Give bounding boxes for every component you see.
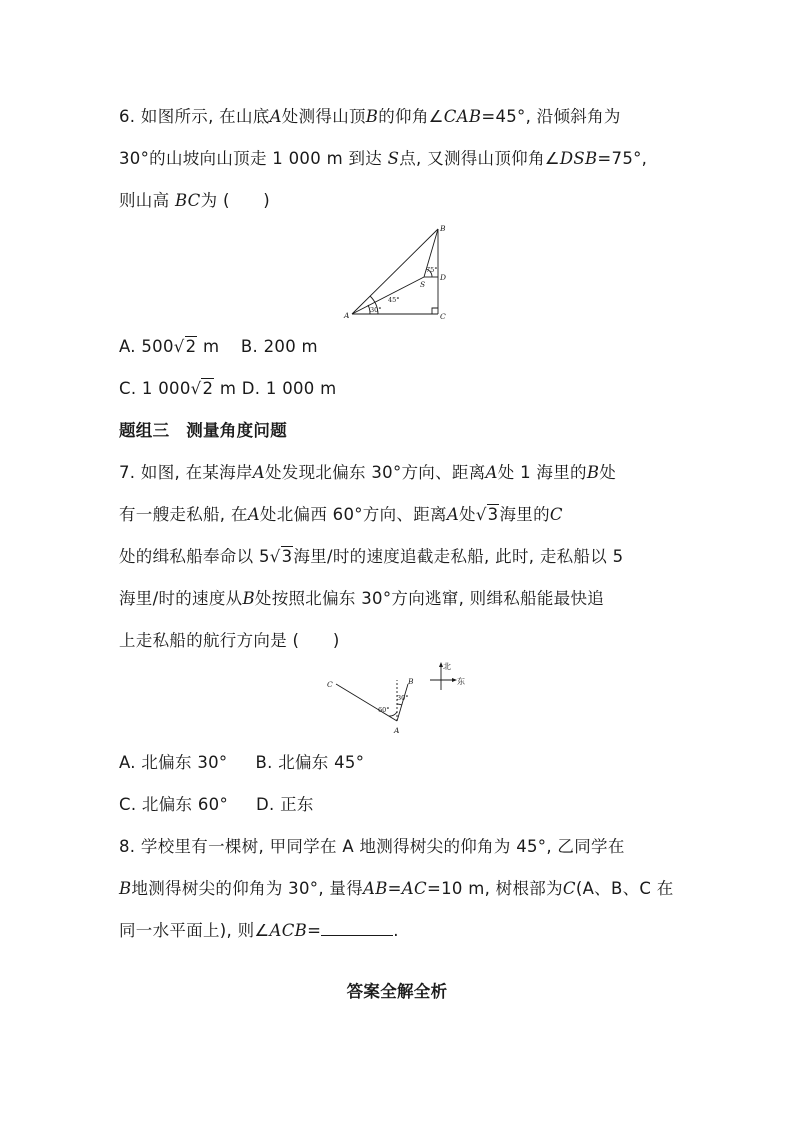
option-d: D. 正东: [256, 795, 314, 814]
right-angle-C: [432, 308, 438, 314]
text: 海里/时的速度追截走私船, 此时, 走私船以 5: [293, 547, 624, 566]
var-C: C: [549, 505, 563, 524]
option-b: B. 北偏东 45°: [255, 753, 365, 772]
var-AB-AC: AB=AC: [363, 879, 427, 898]
q8-line-2: [119, 879, 674, 899]
answer-title: 答案全解全析: [346, 982, 448, 1001]
var-B: B: [365, 107, 379, 126]
compass-north-label: 北: [443, 662, 451, 671]
text: 则山高: [119, 191, 170, 210]
q7-options-ab: [119, 753, 364, 773]
radicand: 3: [281, 547, 293, 566]
q8-line-3: [119, 921, 399, 941]
var-B: B: [586, 463, 600, 482]
sqrt: [191, 379, 215, 399]
compass-east-label: 东: [457, 677, 465, 686]
var-B: B: [242, 589, 255, 608]
text: (A、B、C 在: [575, 879, 674, 898]
label-A: A: [394, 726, 400, 735]
var-DSB: DSB: [559, 149, 598, 168]
var-C: C: [562, 879, 576, 898]
line-AB: [397, 684, 408, 721]
arc-30: [397, 704, 402, 705]
text: 的仰角∠: [378, 107, 444, 126]
text: 处: [459, 505, 476, 524]
var-B: B: [119, 879, 132, 898]
radicand: 2: [185, 337, 197, 356]
radical-sign: √: [475, 505, 487, 524]
angle-75: 75°: [426, 266, 438, 274]
text: 处北偏西 60°方向、距离: [259, 505, 447, 524]
text: 有一艘走私船, 在: [119, 505, 248, 524]
angle-30: 30°: [397, 694, 409, 702]
q6-line-1: [119, 107, 621, 127]
var-S: S: [387, 149, 400, 168]
q7-line-4: [119, 589, 604, 609]
option-b: B. 200 m: [240, 337, 318, 356]
radical-sign: √: [173, 337, 185, 356]
q7-line-2: [119, 505, 563, 525]
var-A: A: [446, 505, 460, 524]
q7-line-1: [119, 463, 616, 483]
label-B: B: [440, 224, 446, 233]
radical-sign: √: [190, 379, 202, 398]
text: 6. 如图所示, 在山底: [119, 107, 270, 126]
option-a: A. 北偏东 30°: [119, 753, 228, 772]
q7-line-3: [119, 547, 623, 567]
text: =45°, 沿倾斜角为: [481, 107, 621, 126]
text: .: [393, 921, 399, 940]
answer-blank[interactable]: [321, 921, 393, 936]
var-A: A: [252, 463, 265, 482]
text: 7. 如图, 在某海岸: [119, 463, 253, 482]
text: 处: [599, 463, 617, 482]
q6-options-cd: [119, 379, 337, 399]
text: =10 m, 树根部为: [426, 879, 563, 898]
sqrt: [174, 337, 198, 357]
radicand: 2: [202, 379, 214, 398]
q8-line-1: 8. 学校里有一棵树, 甲同学在 A 地测得树尖的仰角为 45°, 乙同学在: [119, 837, 625, 856]
var-A: A: [269, 107, 282, 126]
radical-sign: √: [269, 547, 281, 566]
angle-45: 45°: [388, 296, 400, 304]
var-CAB: CAB: [443, 107, 482, 126]
text: 海里的: [499, 505, 550, 524]
line-CA: [336, 684, 397, 721]
q6-figure: [340, 222, 460, 322]
sqrt: [476, 505, 500, 525]
var-A: A: [485, 463, 498, 482]
text: 同一水平面上), 则∠: [119, 921, 270, 940]
angle-30: 30°: [370, 306, 382, 314]
label-B: B: [408, 677, 414, 686]
text: 处按照北偏东 30°方向逃窜, 则缉私船能最快追: [254, 589, 605, 608]
text: 地测得树尖的仰角为 30°, 量得: [131, 879, 364, 898]
text: 处 1 海里的: [497, 463, 587, 482]
text: 点, 又测得山顶仰角∠: [399, 149, 560, 168]
radicand: 3: [487, 505, 499, 524]
q7-line-5: 上走私船的航行方向是 ( ): [119, 631, 340, 650]
sqrt: [270, 547, 294, 567]
text: 30°的山坡向山顶走 1 000 m 到达: [119, 149, 383, 168]
angle-60: 60°: [378, 706, 390, 714]
unit: m: [197, 337, 220, 356]
q7-options-cd: [119, 795, 314, 815]
text: 海里/时的速度从: [119, 589, 243, 608]
label-D: D: [440, 273, 447, 282]
label-C: C: [440, 312, 446, 321]
text: 处的缉私船奉命以 5: [119, 547, 270, 566]
q7-figure: [322, 660, 472, 738]
text: 为 ( ): [200, 191, 271, 210]
section-title: 题组三 测量角度问题: [119, 421, 287, 440]
text: =75°,: [597, 149, 648, 168]
label-S: S: [420, 280, 426, 289]
option-d: D. 1 000 m: [241, 379, 337, 398]
option-c: C. 北偏东 60°: [119, 795, 229, 814]
label-A: A: [344, 311, 350, 320]
var-BC: BC: [174, 191, 201, 210]
arc-60: [389, 712, 397, 716]
var-ACB: ACB: [269, 921, 308, 940]
q6-options-ab: [119, 337, 318, 357]
label-C: C: [327, 680, 333, 689]
text: =: [307, 921, 322, 940]
text: 处发现北偏东 30°方向、距离: [265, 463, 486, 482]
text: 处测得山顶: [281, 107, 366, 126]
q6-line-3: [119, 191, 270, 211]
unit: m: [214, 379, 237, 398]
option-c: C. 1 000: [119, 379, 191, 398]
option-a: A. 500: [119, 337, 174, 356]
var-A: A: [247, 505, 260, 524]
q6-line-2: [119, 149, 647, 169]
